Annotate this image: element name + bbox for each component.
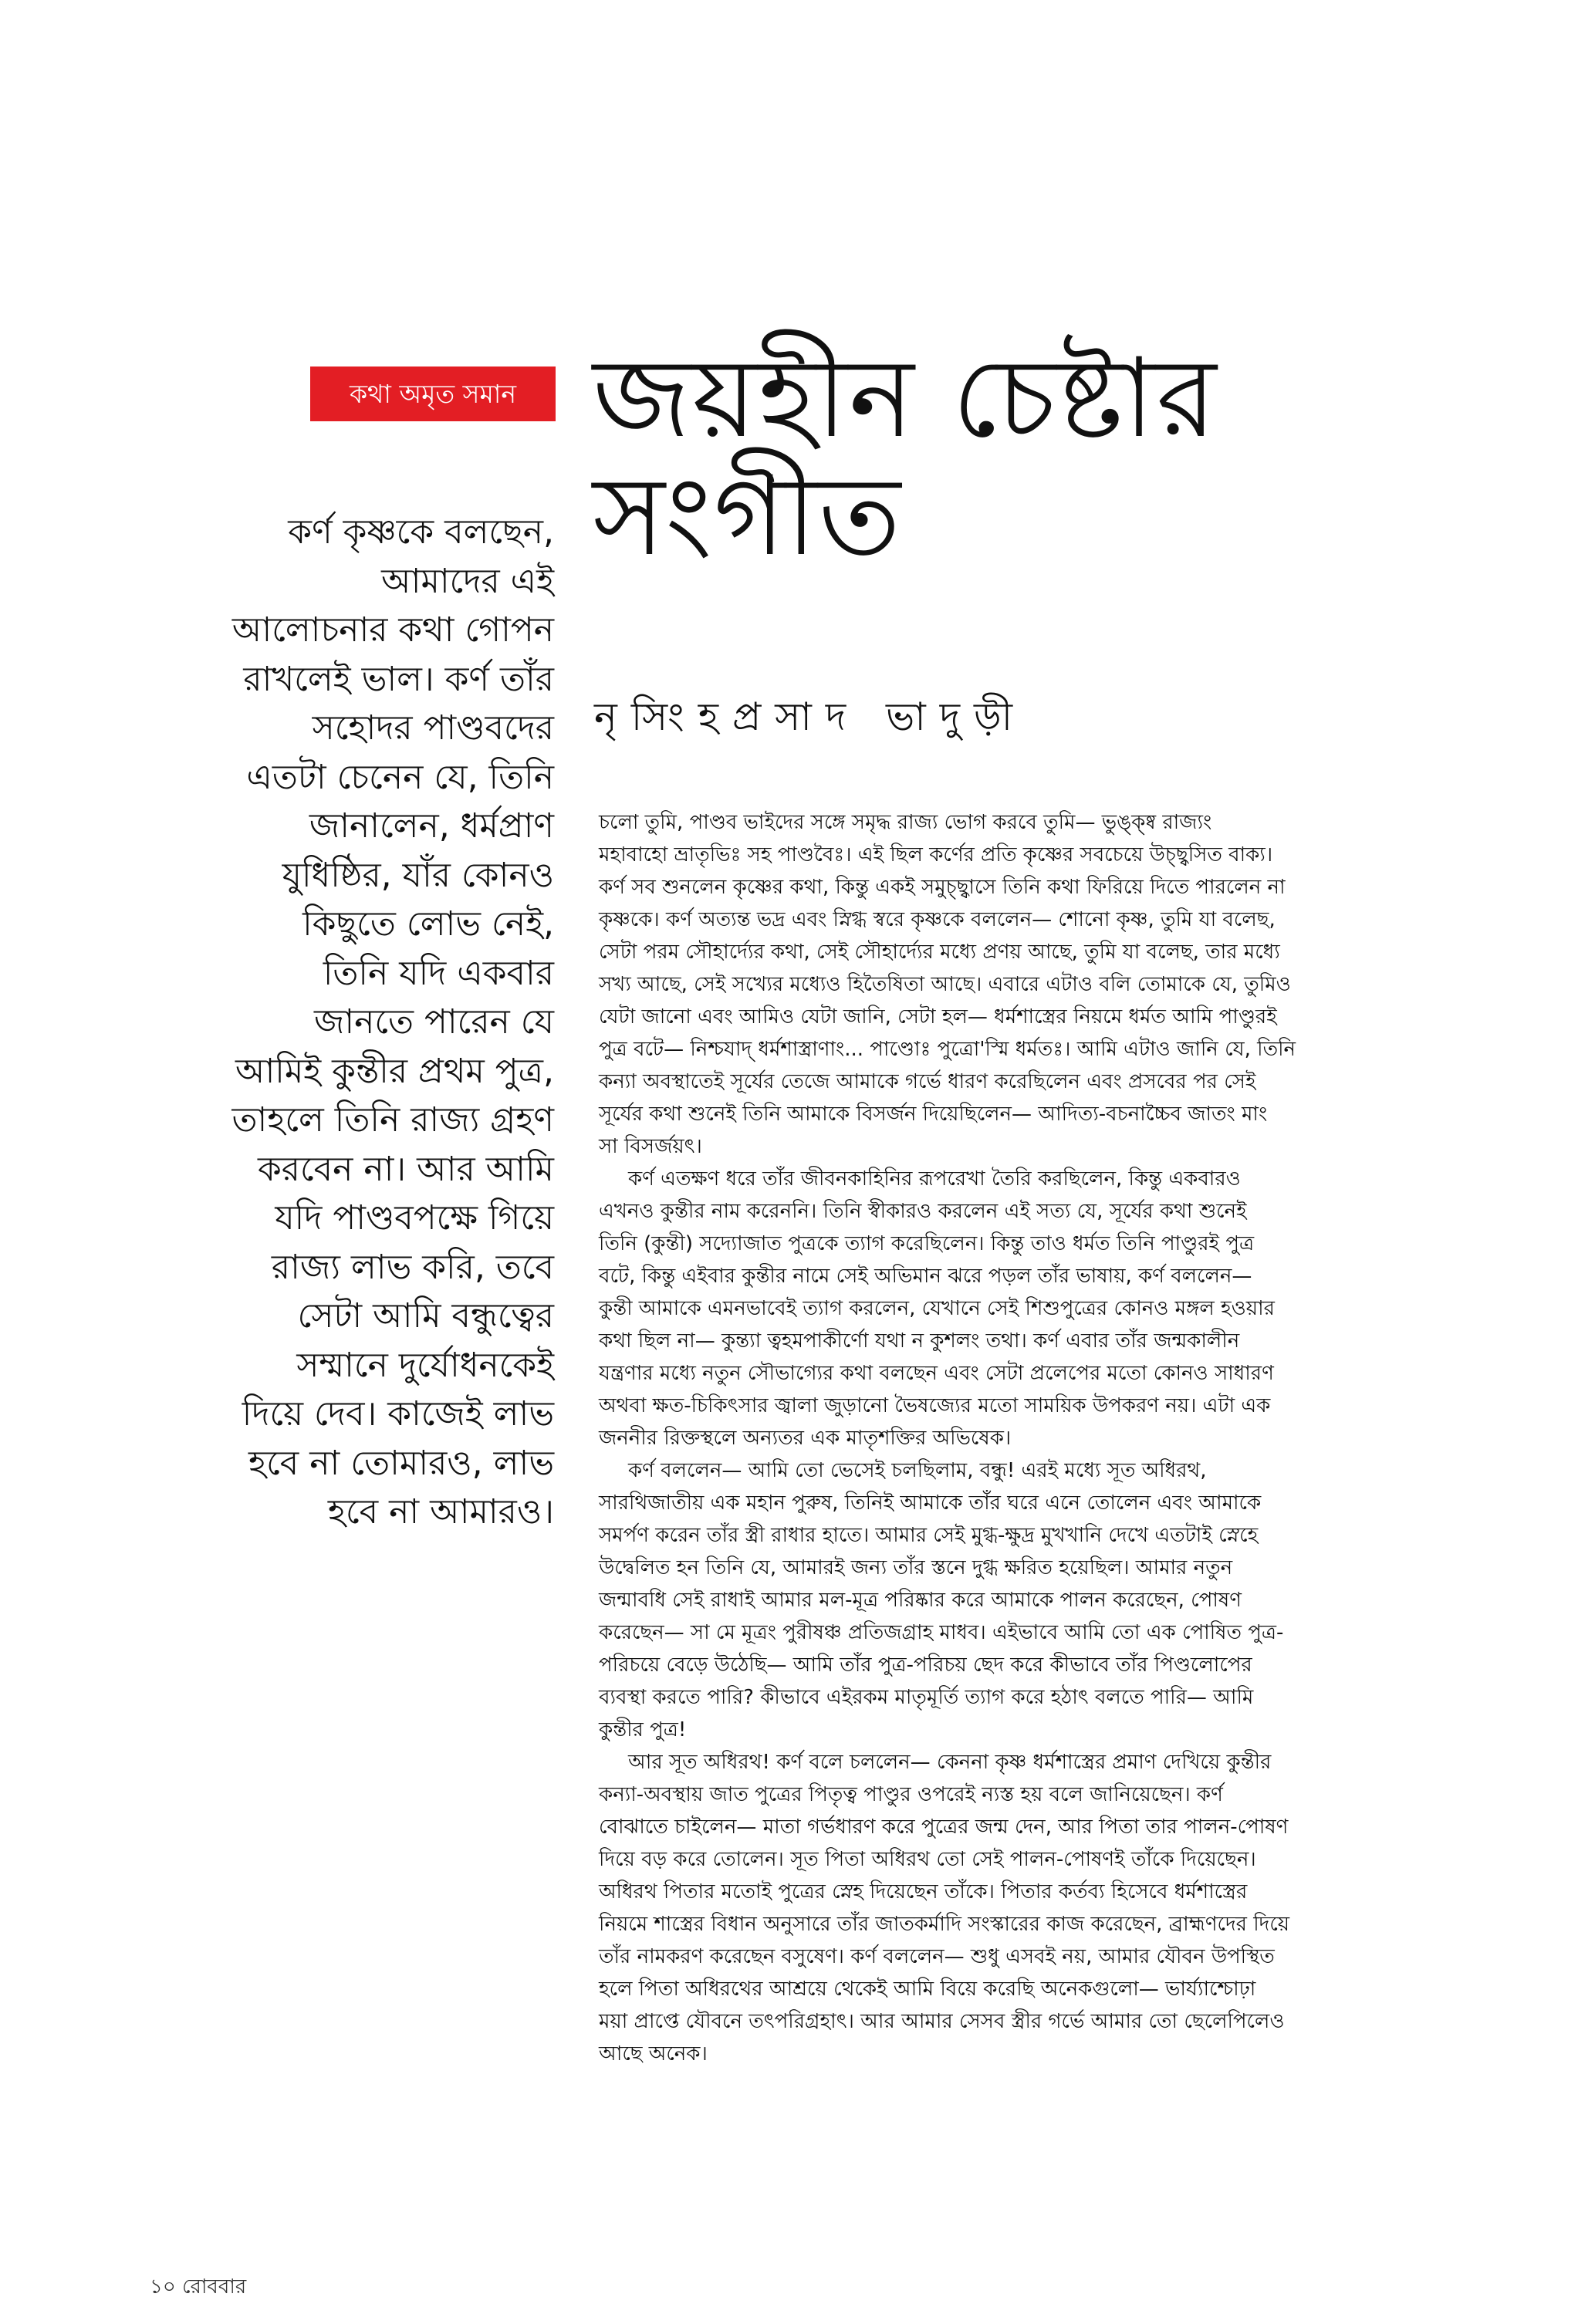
pull-quote-line: যদি পাণ্ডবপক্ষে গিয়ে [275, 1198, 554, 1238]
body-line: বটে, কিন্তু এইবার কুন্তীর নামে সেই অভিমান ঝরে পড়ল তাঁর ভাষায়, কর্ণ বললেন— [599, 1265, 1252, 1288]
pull-quote-line: তিনি যদি একবার [323, 953, 554, 993]
body-line: কন্যা অবস্থাতেই সূর্যের তেজে আমাকে গর্ভে ধারণ করেছিলেন এবং প্রসবের পর সেই [599, 1070, 1256, 1093]
pull-quote-line: সহোদর পাণ্ডবদের [312, 708, 554, 748]
body-line: কর্ণ সব শুনলেন কৃষ্ণের কথা, কিন্তু একই সমুচ্ছ্বাসে তিনি কথা ফিরিয়ে দিতে পারলেন না [599, 876, 1286, 899]
body-line: সেটা পরম সৌহার্দ্যের কথা, সেই সৌহার্দ্যের মধ্যে প্রণয় আছে, তুমি যা বলেছ, তার মধ্যে [599, 941, 1280, 964]
body-line: বোঝাতে চাইলেন— মাতা গর্ভধারণ করে পুত্রের জন্ম দেন, আর পিতা তার পালন-পোষণ [599, 1816, 1289, 1839]
pull-quote-line: সম্মানে দুর্যোধনকেই [296, 1345, 554, 1385]
body-line: অথবা ক্ষত-চিকিৎসার জ্বালা জুড়ানো ভৈষজ্যের মতো সাময়িক উপকরণ নয়। এটা এক [599, 1394, 1271, 1417]
body-line: তিনি (কুন্তী) সদ্যোজাত পুত্রকে ত্যাগ করেছিলেন। কিন্তু তাও ধর্মত তিনি পাণ্ডুরই পুত্র [599, 1232, 1255, 1255]
pull-quote-line: কর্ণ কৃষ্ণকে বলছেন, [288, 512, 554, 552]
pull-quote-line: জানতে পারেন যে [313, 1002, 554, 1042]
body-line: যেটা জানো এবং আমিও যেটা জানি, সেটা হল— ধর্মশাস্ত্রের নিয়মে ধর্মত আমি পাণ্ডুরই [599, 1005, 1277, 1029]
article-body [599, 806, 1448, 2070]
author-byline: নৃসিংহপ্রসাদ ভাদুড়ী [594, 694, 1027, 739]
pull-quote-line: করবেন না। আর আমি [257, 1149, 554, 1189]
pull-quote-line: জানালেন, ধর্মপ্রাণ [309, 806, 554, 846]
body-line: কৃষ্ণকে। কর্ণ অত্যন্ত ভদ্র এবং স্নিগ্ধ স্বরে কৃষ্ণকে বললেন— শোনো কৃষ্ণ, তুমি যা বলেছ, [599, 908, 1276, 931]
body-line: ব্যবস্থা করতে পারি? কীভাবে এইরকম মাতৃমূর্তি ত্যাগ করে হঠাৎ বলতে পারি— আমি [599, 1686, 1254, 1709]
pull-quote-line: আলোচনার কথা গোপন [231, 610, 554, 650]
body-line: পুত্র বটে— নিশ্চযাদ্ ধর্মশাস্ত্রাণাং... পাণ্ডোঃ পুত্রো'স্মি ধর্মতঃ। আমি এটাও জানি যে, তিনি [599, 1038, 1296, 1061]
headline [593, 335, 1480, 581]
body-line: জননীর রিক্তস্থলে অন্যতর এক মাতৃশক্তির অভিষেক। [599, 1427, 1012, 1450]
body-line: আছে অনেক। [599, 2042, 708, 2066]
body-line: সূর্যের কথা শুনেই তিনি আমাকে বিসর্জন দিয়েছিলেন— আদিত্য-বচনাচ্চৈব জাতং মাং [599, 1103, 1268, 1126]
pull-quote-line: আমিই কুন্তীর প্রথম পুত্র, [235, 1051, 554, 1091]
body-line: সা বিসর্জয়ৎ। [599, 1135, 702, 1158]
body-line: কুন্তী আমাকে এমনভাবেই ত্যাগ করলেন, যেখানে সেই শিশুপুত্রের কোনও মঙ্গল হওয়ার [599, 1297, 1275, 1320]
body-line: করেছেন— সা মে মূত্রং পুরীষঞ্চ প্রতিজগ্রাহ মাধব। এইভাবে আমি তো এক পোষিত পুত্র- [599, 1621, 1284, 1644]
body-line: হলে পিতা অধিরথের আশ্রয়ে থেকেই আমি বিয়ে করেছি অনেকগুলো— ভার্য্যাশ্চোঢ়া [599, 1978, 1256, 2001]
body-line: চলো তুমি, পাণ্ডব ভাইদের সঙ্গে সমৃদ্ধ রাজ্য ভোগ করবে তুমি— ভুঙ্ক্ষ্ব রাজ্যং [599, 811, 1212, 834]
body-line: কর্ণ বললেন— আমি তো ভেসেই চলছিলাম, বন্ধু! এরই মধ্যে সূত অধিরথ, [628, 1459, 1207, 1482]
pull-quote-line: রাজ্য লাভ করি, তবে [271, 1247, 554, 1287]
body-line: এখনও কুন্তীর নাম করেননি। তিনি স্বীকারও করলেন এই সত্য যে, সূর্যের কথা শুনেই [599, 1200, 1247, 1223]
body-line: আর সূত অধিরথ! কর্ণ বলে চললেন— কেননা কৃষ্ণ ধর্মশাস্ত্রের প্রমাণ দেখিয়ে কুন্তীর [628, 1751, 1272, 1774]
body-line: ময়া প্রাপ্তে যৌবনে তৎপরিগ্রহাৎ। আর আমার সেসব স্ত্রীর গর্ভে আমার তো ছেলেপিলেও [599, 2010, 1285, 2033]
body-line: উদ্বেলিত হন তিনি যে, আমারই জন্য তাঁর স্তনে দুগ্ধ ক্ষরিত হয়েছিল। আমার নতুন [599, 1556, 1233, 1579]
body-line: তাঁর নামকরণ করেছেন বসুষেণ। কর্ণ বললেন— শুধু এসবই নয়, আমার যৌবন উপস্থিত [599, 1945, 1275, 1968]
pull-quote-line: আমাদের এই [381, 561, 554, 601]
body-line: জন্মাবধি সেই রাধাই আমার মল-মূত্র পরিষ্কার করে আমাকে পালন করেছেন, পোষণ [599, 1589, 1242, 1612]
pull-quote-line: তাহলে তিনি রাজ্য গ্রহণ [231, 1100, 554, 1140]
body-line: কথা ছিল না— কুন্ত্যা ত্বহমপাকীর্ণো যথা ন কুশলং তথা। কর্ণ এবার তাঁর জন্মকালীন [599, 1329, 1240, 1353]
pull-quote-line: সেটা আমি বন্ধুত্বের [297, 1296, 554, 1336]
body-line: পরিচয়ে বেড়ে উঠেছি— আমি তাঁর পুত্র-পরিচয় ছেদ করে কীভাবে তাঁর পিণ্ডলোপের [599, 1653, 1252, 1677]
pull-quote [147, 508, 554, 1537]
body-line: সারথিজাতীয় এক মহান পুরুষ, তিনিই আমাকে তাঁর ঘরে এনে তোলেন এবং আমাকে [599, 1491, 1262, 1515]
pull-quote-line: যুধিষ্ঠির, যাঁর কোনও [282, 855, 554, 895]
body-line: সমর্পণ করেন তাঁর স্ত্রী রাধার হাতে। আমার সেই মুগ্ধ-ক্ষুদ্র মুখখানি দেখে এতটাই স্নেহে [599, 1524, 1259, 1547]
body-line: নিয়মে শাস্ত্রের বিধান অনুসারে তাঁর জাতকর্মাদি সংস্কারের কাজ করেছেন, ব্রাহ্মণদের দিয়ে [599, 1913, 1290, 1936]
headline-line-1: জয়হীন চেষ্টার [593, 335, 1218, 462]
body-line: দিয়ে বড় করে তোলেন। সূত পিতা অধিরথ তো সেই পালন-পোষণই তাঁকে দিয়েছেন। [599, 1848, 1256, 1871]
page-folio: ১০ রোববার [150, 2275, 247, 2299]
pull-quote-line: হবে না তোমারও, লাভ [248, 1443, 554, 1483]
section-tag: কথা অমৃত সমান [310, 367, 556, 421]
pull-quote-line: কিছুতে লোভ নেই, [302, 904, 554, 944]
body-line: মহাবাহো ভ্রাতৃভিঃ সহ পাণ্ডবৈঃ। এই ছিল কর্ণের প্রতি কৃষ্ণের সবচেয়ে উচ্ছ্বসিত বাক্য। [599, 843, 1273, 866]
headline-line-2: সংগীত [593, 453, 903, 581]
body-line: যন্ত্রণার মধ্যে নতুন সৌভাগ্যের কথা বলছেন এবং সেটা প্রলেপের মতো কোনও সাধারণ [599, 1362, 1274, 1385]
pull-quote-line: হবে না আমারও। [327, 1492, 554, 1532]
pull-quote-line: এতটা চেনেন যে, তিনি [246, 757, 554, 797]
pull-quote-line: দিয়ে দেব। কাজেই লাভ [242, 1394, 554, 1434]
body-line: কর্ণ এতক্ষণ ধরে তাঁর জীবনকাহিনির রূপরেখা তৈরি করছিলেন, কিন্তু একবারও [628, 1167, 1241, 1191]
body-line: কন্যা-অবস্থায় জাত পুত্রের পিতৃত্ব পাণ্ডুর ওপরেই ন্যস্ত হয় বলে জানিয়েছেন। কর্ণ [599, 1783, 1223, 1806]
body-line: সখ্য আছে, সেই সখ্যের মধ্যেও হিতৈষিতা আছে। এবারে এটাও বলি তোমাকে যে, তুমিও [599, 973, 1291, 996]
pull-quote-line: রাখলেই ভাল। কর্ণ তাঁর [243, 659, 554, 699]
body-line: অধিরথ পিতার মতোই পুত্রের স্নেহ দিয়েছেন তাঁকে। পিতার কর্তব্য হিসেবে ধর্মশাস্ত্রের [599, 1880, 1248, 1903]
body-line: কুন্তীর পুত্র! [599, 1718, 687, 1741]
